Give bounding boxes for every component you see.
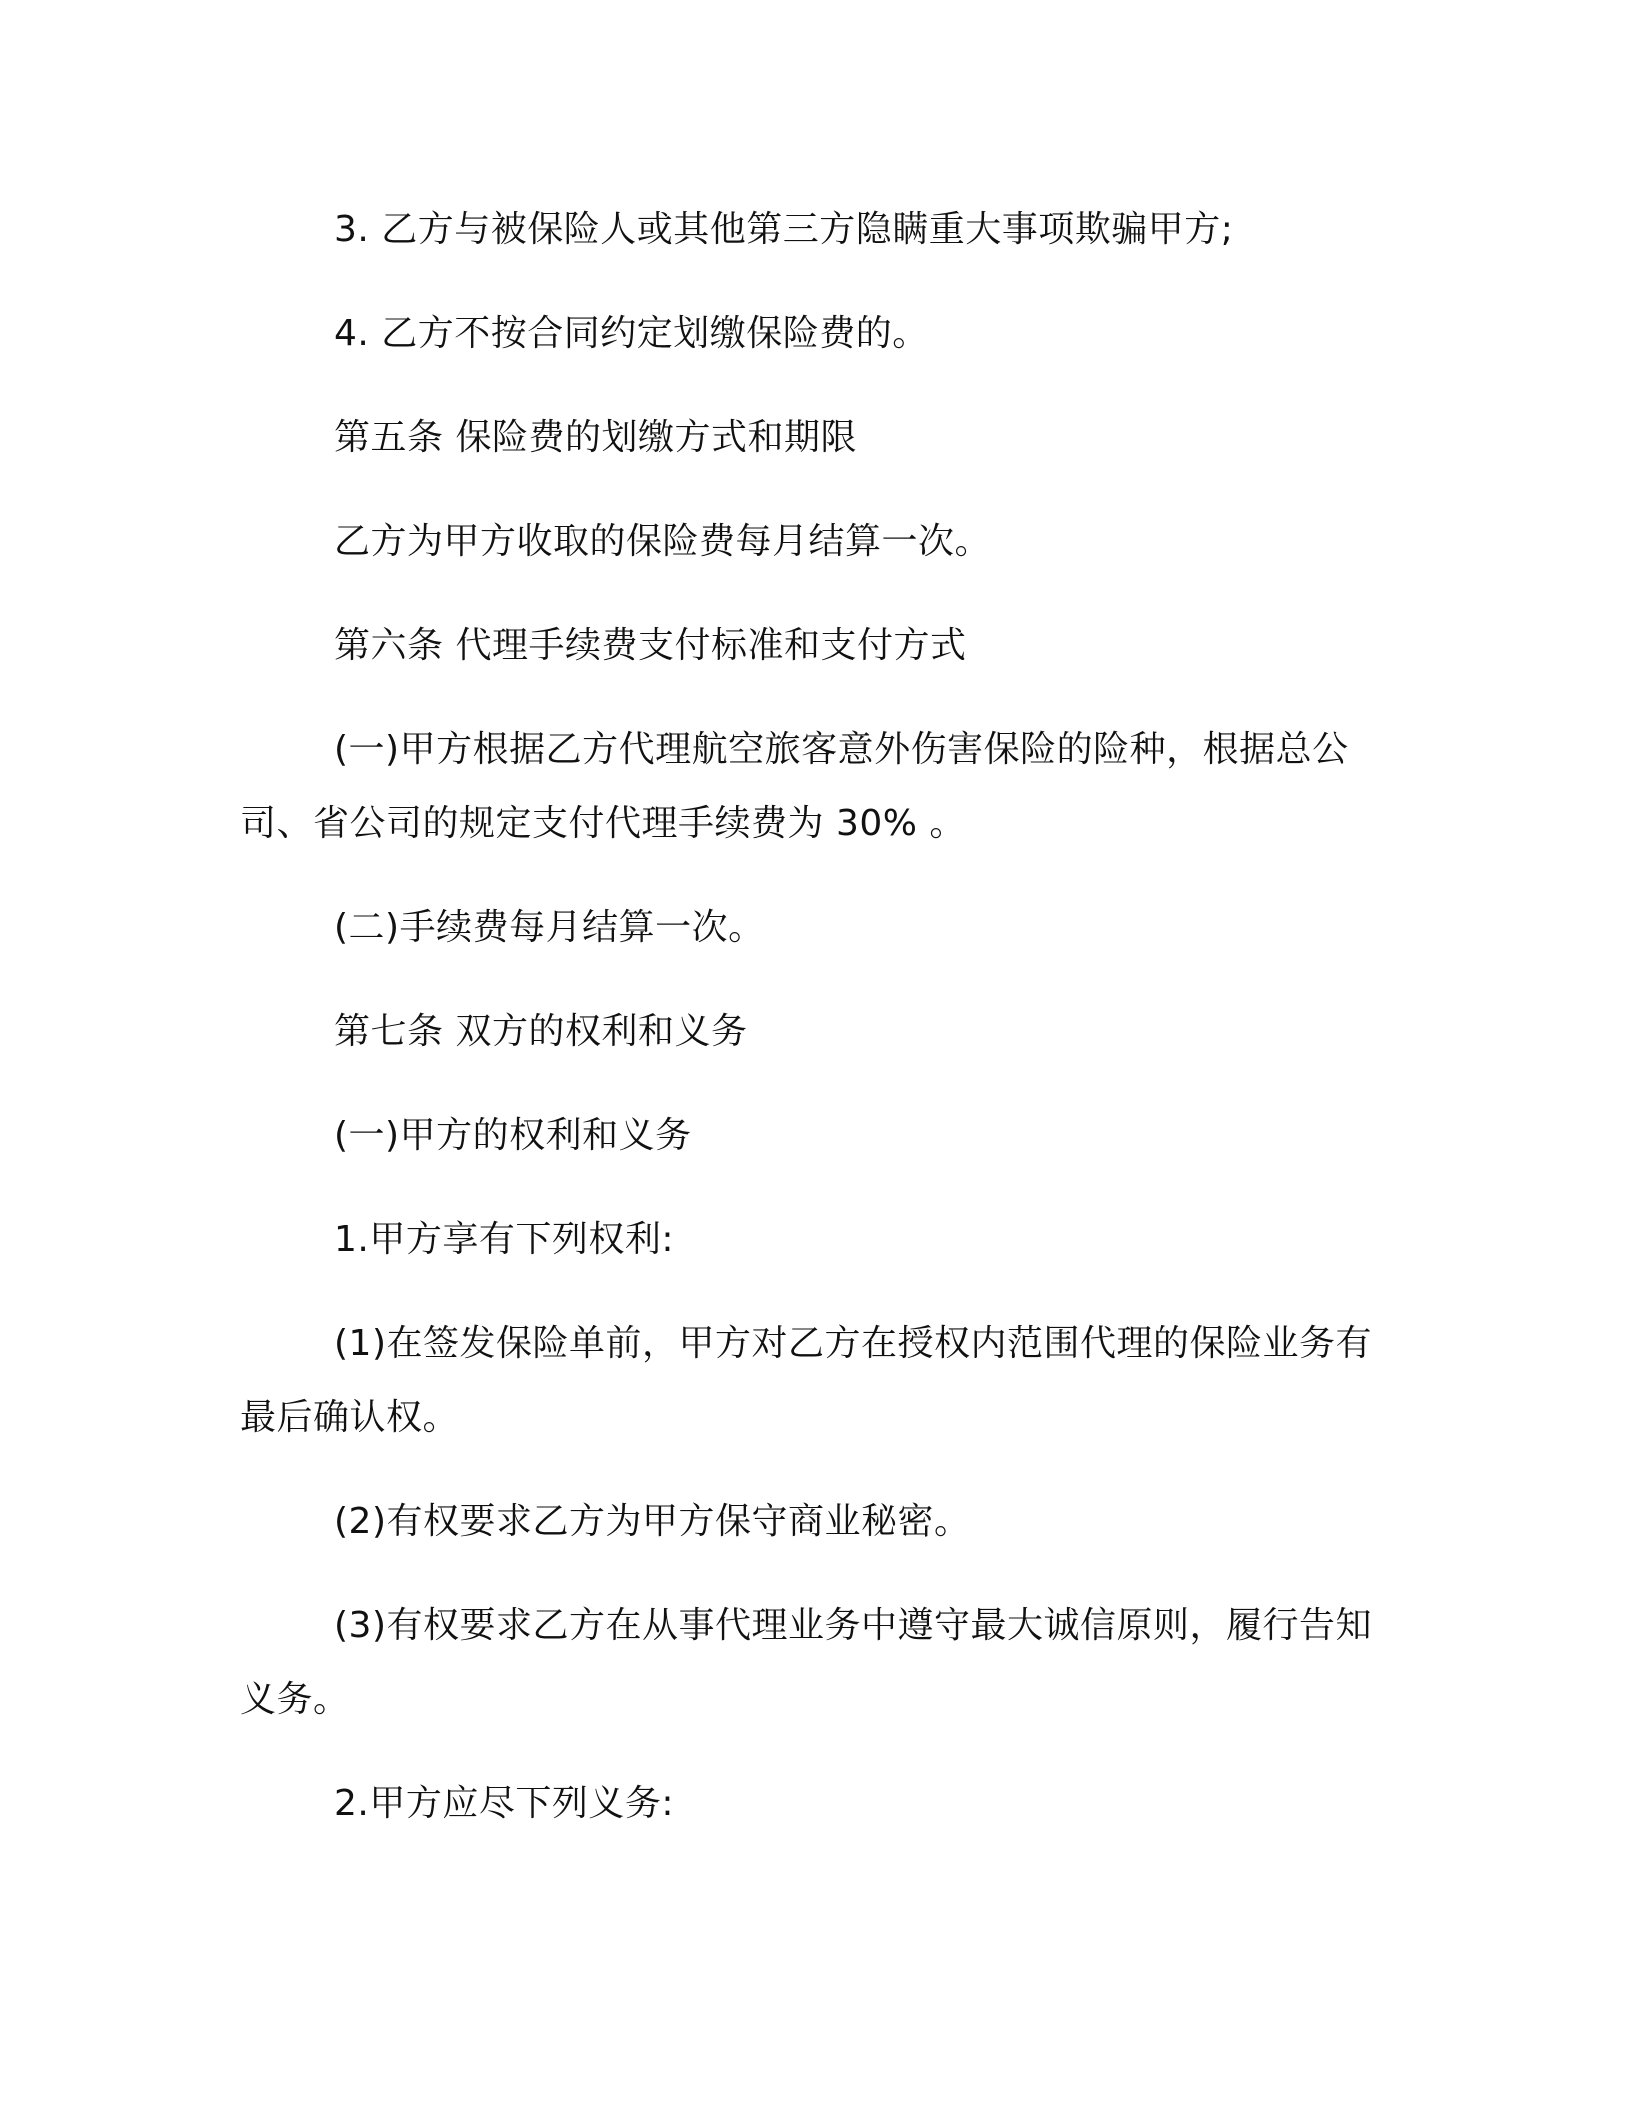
paragraph-8: (2)有权要求乙方为甲方保守商业秘密。 <box>334 1501 971 1542</box>
paragraph-5: (二)手续费每月结算一次。 <box>334 907 765 948</box>
paragraph-1: 3. 乙方与被保险人或其他第三方隐瞒重大事项欺骗甲方; <box>334 209 1234 250</box>
paragraph-7: (1)在签发保险单前，甲方对乙方在授权内范围代理的保险业务有最后确认权。 <box>240 1323 1372 1438</box>
document-body <box>240 193 1380 1871</box>
paragraph-9: (3)有权要求乙方在从事代理业务中遵守最大诚信原则，履行告知义务。 <box>240 1605 1372 1720</box>
subheading-rights-a: (一)甲方的权利和义务 <box>334 1115 692 1156</box>
paragraph-10: 2.甲方应尽下列义务: <box>334 1783 674 1824</box>
paragraph-6: 1.甲方享有下列权利: <box>334 1219 674 1260</box>
paragraph-2: 4. 乙方不按合同约定划缴保险费的。 <box>334 313 929 354</box>
section-heading-7: 第七条 双方的权利和义务 <box>334 1011 748 1052</box>
section-heading-6: 第六条 代理手续费支付标准和支付方式 <box>334 625 967 666</box>
paragraph-3: 乙方为甲方收取的保险费每月结算一次。 <box>334 521 992 562</box>
section-heading-5: 第五条 保险费的划缴方式和期限 <box>334 417 857 458</box>
paragraph-4: (一)甲方根据乙方代理航空旅客意外伤害保险的险种，根据总公司、省公司的规定支付代理手续费为 30% 。 <box>240 729 1349 844</box>
